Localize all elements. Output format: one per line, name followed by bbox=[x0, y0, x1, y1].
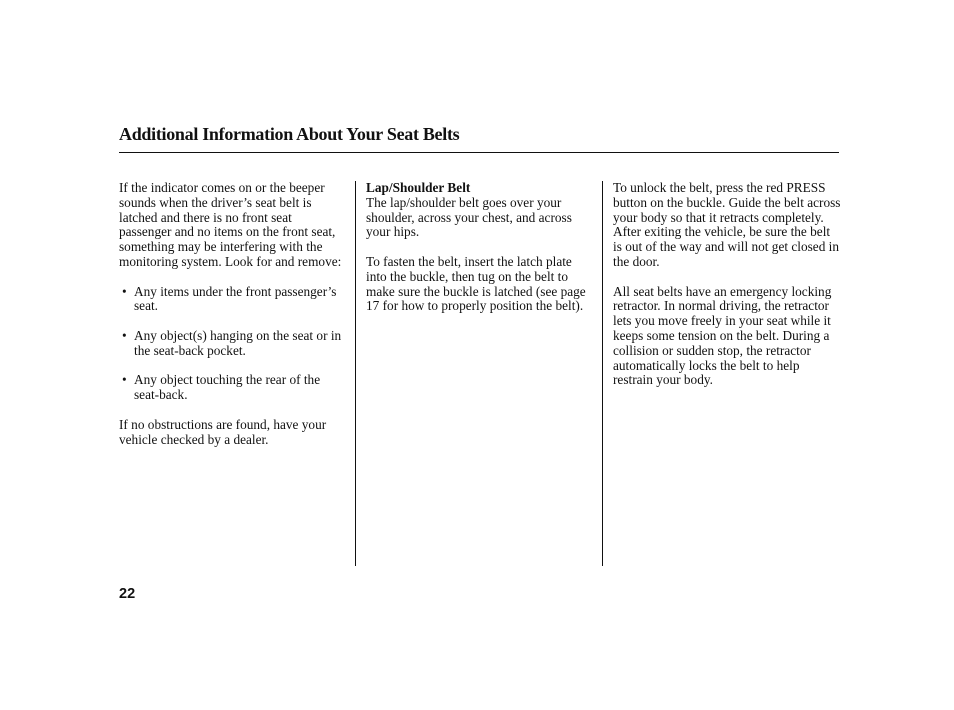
list-item: • Any object(s) hanging on the seat or in the seat-back pocket. bbox=[119, 329, 347, 359]
obstruction-list bbox=[119, 285, 347, 403]
column-1 bbox=[119, 181, 347, 462]
unlock-belt-paragraph: To unlock the belt, press the red PRESS button on the buckle. Guide the belt across your body so that it retracts completely. After exiting the vehicle, be sure the belt is out of the way and will not get closed in the door. bbox=[613, 180, 841, 269]
list-item: • Any items under the front passenger’s seat. bbox=[119, 285, 347, 315]
column-2 bbox=[366, 181, 594, 329]
section-heading-lap-shoulder-belt: Lap/Shoulder Belt bbox=[366, 180, 471, 195]
dealer-check-paragraph: If no obstructions are found, have your vehicle checked by a dealer. bbox=[119, 416, 327, 447]
indicator-intro-paragraph: If the indicator comes on or the beeper sounds when the driver’s seat belt is latched and there is no front seat passenger and no items on the front seat, something may be interfering with the monitoring system. Look for and remove: bbox=[119, 180, 342, 269]
title-rule bbox=[119, 152, 839, 153]
column-divider bbox=[355, 181, 356, 566]
fasten-belt-paragraph: To fasten the belt, insert the latch plate into the buckle, then tug on the belt to make sure the buckle is latched (see page 17 for how to properly position the belt). bbox=[366, 253, 586, 314]
page-number: 22 bbox=[119, 586, 136, 602]
column-divider bbox=[602, 181, 603, 566]
column-3 bbox=[613, 181, 841, 403]
retractor-paragraph: All seat belts have an emergency locking retractor. In normal driving, the retractor lets you move freely in your seat while it keeps some tension on the belt. During a collision or sudden stop, the retractor automatically locks the belt to help restrain your body. bbox=[613, 283, 832, 388]
list-item: • Any object touching the rear of the seat-back. bbox=[119, 373, 347, 403]
lap-shoulder-paragraph: The lap/shoulder belt goes over your shoulder, across your chest, and across your hips. bbox=[366, 194, 572, 240]
page-title: Additional Information About Your Seat Belts bbox=[119, 124, 460, 144]
